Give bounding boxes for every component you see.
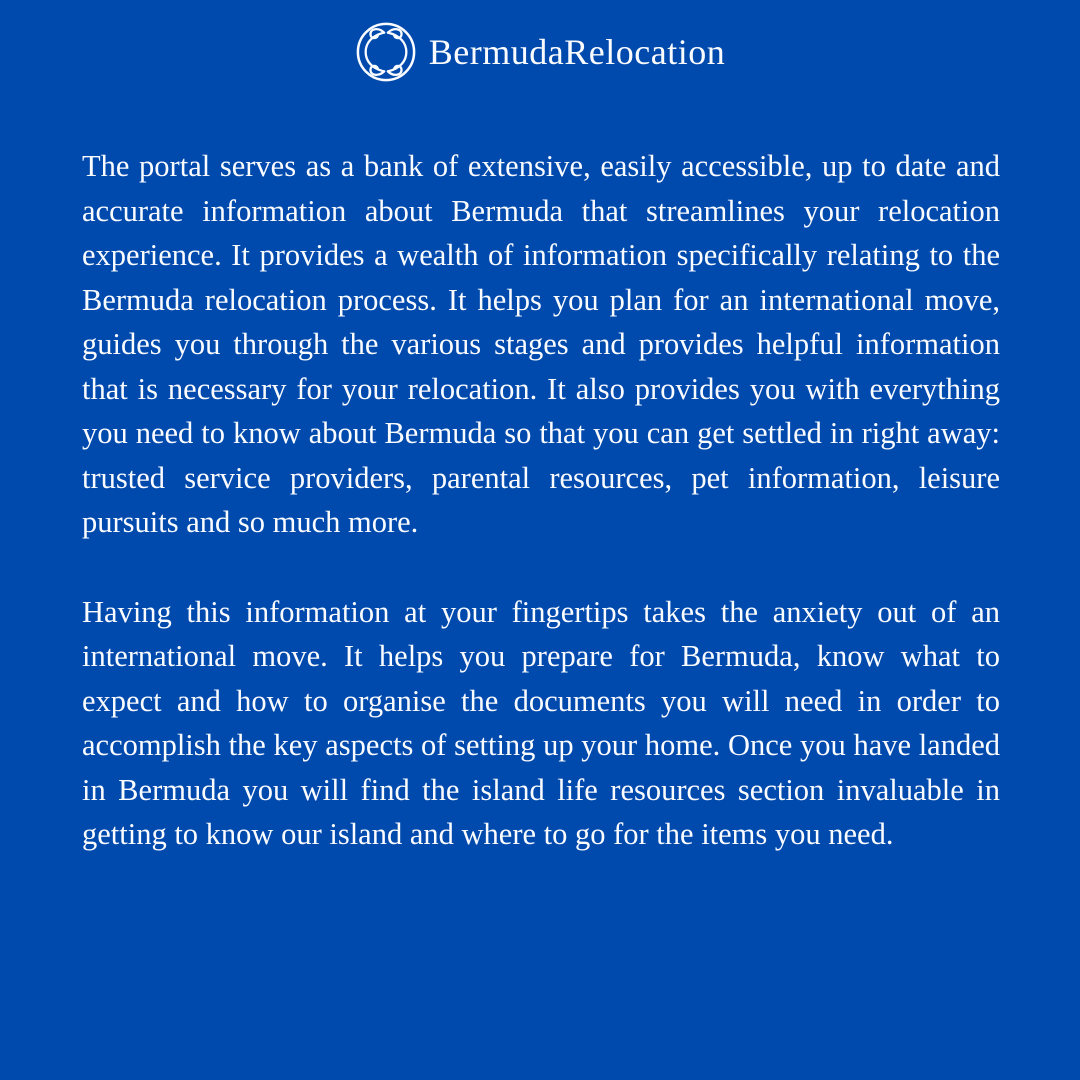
brand-name: BermudaRelocation xyxy=(428,32,726,72)
paragraph-1: The portal serves as a bank of extensive, easily accessible, up to date and accurate information about Bermuda that streamlines your relocation experience. It provides a wealth of information specifically relating to the Bermuda relocation process. It helps you plan for an international move, guides you through the various stages and provides helpful information that is necessary for your relocation. It also provides you with everything you need to know about Bermuda so that you can get settled in right away: trusted service providers, parental resources, pet information, leisure pursuits and so much more. xyxy=(82,149,1000,539)
paragraph-2: Having this information at your fingertips takes the anxiety out of an international move. It helps you prepare for Bermuda, know what to expect and how to organise the documents you will need in order to accomplish the key aspects of setting up your home. Once you have landed in Bermuda you will find the island life resources section invaluable in getting to know our island and where to go for the items you need. xyxy=(82,594,1000,851)
brand-header xyxy=(0,21,1080,83)
body-copy xyxy=(82,144,1000,857)
bermuda-monogram-icon xyxy=(355,21,417,83)
